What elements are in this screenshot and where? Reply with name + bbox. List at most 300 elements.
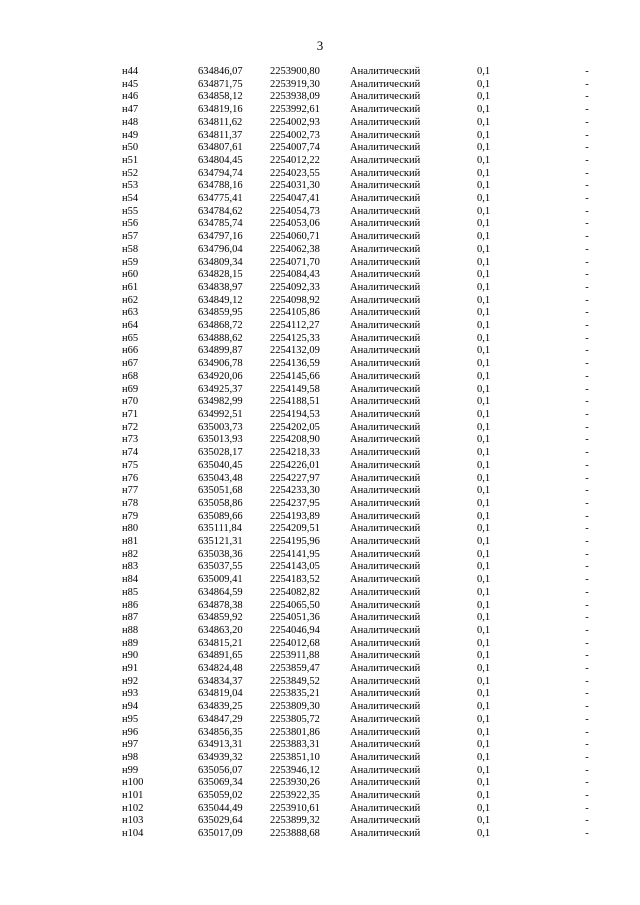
accuracy-cell: 0,1 (477, 713, 491, 725)
note-cell: - (585, 675, 589, 687)
point-label-cell: н101 (122, 790, 144, 802)
note-cell: - (585, 281, 589, 293)
point-label-cell: н89 (122, 637, 139, 649)
accuracy-cell: 0,1 (477, 701, 491, 713)
coord-y-cell: 2254002,73 (270, 129, 320, 141)
table-row (110, 600, 602, 613)
accuracy-cell: 0,1 (477, 205, 491, 217)
accuracy-cell: 0,1 (477, 447, 491, 459)
table-row (110, 587, 602, 600)
table-row (110, 130, 602, 143)
accuracy-cell: 0,1 (477, 78, 491, 90)
accuracy-cell: 0,1 (477, 370, 491, 382)
table-row (110, 790, 602, 803)
point-label-cell: н76 (122, 472, 139, 484)
method-cell: Аналитический (350, 434, 421, 446)
coord-x-cell: 634878,38 (198, 599, 243, 611)
method-cell: Аналитический (350, 345, 421, 357)
coord-y-cell: 2253938,09 (270, 91, 320, 103)
note-cell: - (585, 154, 589, 166)
coord-y-cell: 2254227,97 (270, 472, 320, 484)
coord-y-cell: 2253899,32 (270, 815, 320, 827)
method-cell: Аналитический (350, 726, 421, 738)
accuracy-cell: 0,1 (477, 751, 491, 763)
point-label-cell: н57 (122, 231, 139, 243)
accuracy-cell: 0,1 (477, 358, 491, 370)
coord-y-cell: 2254046,94 (270, 624, 320, 636)
note-cell: - (585, 142, 589, 154)
point-label-cell: н70 (122, 396, 139, 408)
method-cell: Аналитический (350, 421, 421, 433)
coord-y-cell: 2254031,30 (270, 180, 320, 192)
point-label-cell: н58 (122, 243, 139, 255)
point-label-cell: н98 (122, 751, 139, 763)
method-cell: Аналитический (350, 790, 421, 802)
note-cell: - (585, 320, 589, 332)
table-row (110, 193, 602, 206)
coord-x-cell: 634839,25 (198, 701, 243, 713)
note-cell: - (585, 294, 589, 306)
coord-x-cell: 635038,36 (198, 548, 243, 560)
point-label-cell: н82 (122, 548, 139, 560)
coord-x-cell: 634819,04 (198, 688, 243, 700)
coord-y-cell: 2254054,73 (270, 205, 320, 217)
accuracy-cell: 0,1 (477, 612, 491, 624)
method-cell: Аналитический (350, 408, 421, 420)
point-label-cell: н60 (122, 269, 139, 281)
point-label-cell: н50 (122, 142, 139, 154)
point-label-cell: н74 (122, 447, 139, 459)
accuracy-cell: 0,1 (477, 688, 491, 700)
coord-x-cell: 635111,84 (198, 523, 242, 535)
point-label-cell: н96 (122, 726, 139, 738)
point-label-cell: н75 (122, 459, 139, 471)
method-cell: Аналитический (350, 561, 421, 573)
method-cell: Аналитический (350, 802, 421, 814)
coord-x-cell: 634784,62 (198, 205, 243, 217)
coord-y-cell: 2253801,86 (270, 726, 320, 738)
coord-y-cell: 2253851,10 (270, 751, 320, 763)
note-cell: - (585, 802, 589, 814)
table-row (110, 307, 602, 320)
accuracy-cell: 0,1 (477, 345, 491, 357)
method-cell: Аналитический (350, 497, 421, 509)
coord-x-cell: 635069,34 (198, 777, 243, 789)
coord-x-cell: 634906,78 (198, 358, 243, 370)
table-row (110, 396, 602, 409)
table-row (110, 218, 602, 231)
accuracy-cell: 0,1 (477, 408, 491, 420)
coord-y-cell: 2254047,41 (270, 193, 320, 205)
note-cell: - (585, 548, 589, 560)
table-row (110, 358, 602, 371)
coord-x-cell: 634828,15 (198, 269, 243, 281)
note-cell: - (585, 688, 589, 700)
table-row (110, 612, 602, 625)
accuracy-cell: 0,1 (477, 497, 491, 509)
table-row (110, 460, 602, 473)
coord-y-cell: 2254092,33 (270, 281, 320, 293)
table-row (110, 91, 602, 104)
point-label-cell: н53 (122, 180, 139, 192)
point-label-cell: н83 (122, 561, 139, 573)
point-label-cell: н73 (122, 434, 139, 446)
table-row (110, 473, 602, 486)
accuracy-cell: 0,1 (477, 574, 491, 586)
coord-y-cell: 2254193,89 (270, 510, 320, 522)
note-cell: - (585, 104, 589, 116)
table-row (110, 79, 602, 92)
coord-y-cell: 2253910,61 (270, 802, 320, 814)
accuracy-cell: 0,1 (477, 180, 491, 192)
coord-y-cell: 2253900,80 (270, 66, 320, 77)
method-cell: Аналитический (350, 510, 421, 522)
coord-x-cell: 635003,73 (198, 421, 243, 433)
table-row (110, 625, 602, 638)
note-cell: - (585, 713, 589, 725)
point-label-cell: н87 (122, 612, 139, 624)
note-cell: - (585, 269, 589, 281)
table-row (110, 803, 602, 816)
point-label-cell: н64 (122, 320, 139, 332)
coord-x-cell: 635043,48 (198, 472, 243, 484)
note-cell: - (585, 574, 589, 586)
accuracy-cell: 0,1 (477, 269, 491, 281)
coord-x-cell: 634797,16 (198, 231, 243, 243)
note-cell: - (585, 370, 589, 382)
point-label-cell: н66 (122, 345, 139, 357)
coord-y-cell: 2253859,47 (270, 663, 320, 675)
note-cell: - (585, 497, 589, 509)
coord-x-cell: 634858,12 (198, 91, 243, 103)
coord-x-cell: 634788,16 (198, 180, 243, 192)
method-cell: Аналитический (350, 231, 421, 243)
point-label-cell: н97 (122, 739, 139, 751)
note-cell: - (585, 510, 589, 522)
table-row (110, 549, 602, 562)
method-cell: Аналитический (350, 637, 421, 649)
accuracy-cell: 0,1 (477, 91, 491, 103)
point-label-cell: н47 (122, 104, 139, 116)
method-cell: Аналитический (350, 243, 421, 255)
table-row (110, 155, 602, 168)
table-row (110, 777, 602, 790)
accuracy-cell: 0,1 (477, 675, 491, 687)
table-row (110, 282, 602, 295)
accuracy-cell: 0,1 (477, 764, 491, 776)
point-label-cell: н71 (122, 408, 139, 420)
coord-x-cell: 634864,59 (198, 586, 243, 598)
coord-y-cell: 2254209,51 (270, 523, 320, 535)
coord-x-cell: 635059,02 (198, 790, 243, 802)
method-cell: Аналитический (350, 218, 421, 230)
note-cell: - (585, 663, 589, 675)
method-cell: Аналитический (350, 116, 421, 128)
point-label-cell: н68 (122, 370, 139, 382)
point-label-cell: н52 (122, 167, 139, 179)
accuracy-cell: 0,1 (477, 815, 491, 827)
accuracy-cell: 0,1 (477, 802, 491, 814)
point-label-cell: н94 (122, 701, 139, 713)
note-cell: - (585, 66, 589, 77)
table-row (110, 739, 602, 752)
method-cell: Аналитический (350, 269, 421, 281)
coord-x-cell: 634847,29 (198, 713, 243, 725)
table-row (110, 574, 602, 587)
coord-y-cell: 2254194,53 (270, 408, 320, 420)
note-cell: - (585, 561, 589, 573)
method-cell: Аналитический (350, 624, 421, 636)
accuracy-cell: 0,1 (477, 586, 491, 598)
note-cell: - (585, 751, 589, 763)
note-cell: - (585, 828, 589, 840)
coord-y-cell: 2253809,30 (270, 701, 320, 713)
accuracy-cell: 0,1 (477, 650, 491, 662)
coord-y-cell: 2254002,93 (270, 116, 320, 128)
coord-y-cell: 2254143,05 (270, 561, 320, 573)
coord-x-cell: 634815,21 (198, 637, 243, 649)
note-cell: - (585, 129, 589, 141)
coord-x-cell: 634775,41 (198, 193, 243, 205)
point-label-cell: н51 (122, 154, 139, 166)
coord-y-cell: 2254145,66 (270, 370, 320, 382)
point-label-cell: н95 (122, 713, 139, 725)
point-label-cell: н81 (122, 536, 139, 548)
accuracy-cell: 0,1 (477, 663, 491, 675)
coord-y-cell: 2254233,30 (270, 485, 320, 497)
point-label-cell: н102 (122, 802, 144, 814)
coord-x-cell: 634891,65 (198, 650, 243, 662)
accuracy-cell: 0,1 (477, 129, 491, 141)
coord-x-cell: 634871,75 (198, 78, 243, 90)
accuracy-cell: 0,1 (477, 472, 491, 484)
coord-x-cell: 634819,16 (198, 104, 243, 116)
table-row (110, 650, 602, 663)
accuracy-cell: 0,1 (477, 421, 491, 433)
coord-y-cell: 2254202,05 (270, 421, 320, 433)
method-cell: Аналитический (350, 307, 421, 319)
note-cell: - (585, 459, 589, 471)
method-cell: Аналитический (350, 154, 421, 166)
table-row (110, 333, 602, 346)
coord-y-cell: 2254084,43 (270, 269, 320, 281)
coord-x-cell: 635040,45 (198, 459, 243, 471)
coord-x-cell: 634846,07 (198, 66, 243, 77)
coord-x-cell: 634804,45 (198, 154, 243, 166)
method-cell: Аналитический (350, 574, 421, 586)
point-label-cell: н45 (122, 78, 139, 90)
table-row (110, 434, 602, 447)
accuracy-cell: 0,1 (477, 218, 491, 230)
table-row (110, 561, 602, 574)
method-cell: Аналитический (350, 828, 421, 840)
note-cell: - (585, 231, 589, 243)
point-label-cell: н93 (122, 688, 139, 700)
table-row (110, 828, 602, 841)
table-row (110, 295, 602, 308)
method-cell: Аналитический (350, 612, 421, 624)
method-cell: Аналитический (350, 548, 421, 560)
method-cell: Аналитический (350, 167, 421, 179)
table-row (110, 180, 602, 193)
coord-x-cell: 634809,34 (198, 256, 243, 268)
method-cell: Аналитический (350, 294, 421, 306)
accuracy-cell: 0,1 (477, 510, 491, 522)
note-cell: - (585, 421, 589, 433)
coord-y-cell: 2253835,21 (270, 688, 320, 700)
method-cell: Аналитический (350, 713, 421, 725)
coord-x-cell: 635089,66 (198, 510, 243, 522)
coord-y-cell: 2254125,33 (270, 332, 320, 344)
point-label-cell: н86 (122, 599, 139, 611)
coord-x-cell: 634913,31 (198, 739, 243, 751)
point-label-cell: н55 (122, 205, 139, 217)
coord-x-cell: 634834,37 (198, 675, 243, 687)
table-row (110, 714, 602, 727)
method-cell: Аналитический (350, 459, 421, 471)
point-label-cell: н88 (122, 624, 139, 636)
accuracy-cell: 0,1 (477, 624, 491, 636)
coord-x-cell: 634939,32 (198, 751, 243, 763)
accuracy-cell: 0,1 (477, 561, 491, 573)
accuracy-cell: 0,1 (477, 231, 491, 243)
method-cell: Аналитический (350, 370, 421, 382)
accuracy-cell: 0,1 (477, 256, 491, 268)
point-label-cell: н65 (122, 332, 139, 344)
method-cell: Аналитический (350, 599, 421, 611)
point-label-cell: н92 (122, 675, 139, 687)
point-label-cell: н67 (122, 358, 139, 370)
coord-y-cell: 2254141,95 (270, 548, 320, 560)
method-cell: Аналитический (350, 815, 421, 827)
accuracy-cell: 0,1 (477, 396, 491, 408)
note-cell: - (585, 180, 589, 192)
table-row (110, 765, 602, 778)
table-row (110, 409, 602, 422)
accuracy-cell: 0,1 (477, 459, 491, 471)
point-label-cell: н91 (122, 663, 139, 675)
point-label-cell: н59 (122, 256, 139, 268)
coord-x-cell: 634859,95 (198, 307, 243, 319)
table-row (110, 498, 602, 511)
method-cell: Аналитический (350, 180, 421, 192)
coord-y-cell: 2253883,31 (270, 739, 320, 751)
table-row (110, 676, 602, 689)
method-cell: Аналитический (350, 142, 421, 154)
coord-y-cell: 2254112,27 (270, 320, 320, 332)
table-row (110, 727, 602, 740)
note-cell: - (585, 523, 589, 535)
coord-x-cell: 635056,07 (198, 764, 243, 776)
coord-y-cell: 2253922,35 (270, 790, 320, 802)
coord-x-cell: 635037,55 (198, 561, 243, 573)
page-number: 3 (316, 38, 324, 53)
note-cell: - (585, 485, 589, 497)
table-row (110, 485, 602, 498)
coord-x-cell: 634925,37 (198, 383, 243, 395)
table-row (110, 511, 602, 524)
point-label-cell: н54 (122, 193, 139, 205)
method-cell: Аналитический (350, 586, 421, 598)
note-cell: - (585, 205, 589, 217)
accuracy-cell: 0,1 (477, 142, 491, 154)
table-row (110, 66, 602, 79)
coord-y-cell: 2254208,90 (270, 434, 320, 446)
method-cell: Аналитический (350, 688, 421, 700)
table-row (110, 117, 602, 130)
accuracy-cell: 0,1 (477, 243, 491, 255)
point-label-cell: н100 (122, 777, 144, 789)
coord-x-cell: 635121,31 (198, 536, 243, 548)
method-cell: Аналитический (350, 66, 421, 77)
note-cell: - (585, 332, 589, 344)
table-row (110, 384, 602, 397)
coord-x-cell: 634859,92 (198, 612, 243, 624)
accuracy-cell: 0,1 (477, 66, 491, 77)
point-label-cell: н78 (122, 497, 139, 509)
method-cell: Аналитический (350, 650, 421, 662)
method-cell: Аналитический (350, 129, 421, 141)
note-cell: - (585, 167, 589, 179)
coord-x-cell: 634868,72 (198, 320, 243, 332)
point-label-cell: н79 (122, 510, 139, 522)
coord-x-cell: 634807,61 (198, 142, 243, 154)
note-cell: - (585, 358, 589, 370)
accuracy-cell: 0,1 (477, 777, 491, 789)
coord-y-cell: 2253992,61 (270, 104, 320, 116)
method-cell: Аналитический (350, 663, 421, 675)
point-label-cell: н72 (122, 421, 139, 433)
coord-y-cell: 2254149,58 (270, 383, 320, 395)
point-label-cell: н80 (122, 523, 139, 535)
table-row (110, 638, 602, 651)
coord-x-cell: 634824,48 (198, 663, 243, 675)
coord-x-cell: 635058,86 (198, 497, 243, 509)
method-cell: Аналитический (350, 205, 421, 217)
note-cell: - (585, 739, 589, 751)
coord-y-cell: 2254183,52 (270, 574, 320, 586)
coord-y-cell: 2254082,82 (270, 586, 320, 598)
table-row (110, 168, 602, 181)
accuracy-cell: 0,1 (477, 739, 491, 751)
point-label-cell: н69 (122, 383, 139, 395)
note-cell: - (585, 586, 589, 598)
method-cell: Аналитический (350, 701, 421, 713)
coord-y-cell: 2254012,22 (270, 154, 320, 166)
table-row (110, 345, 602, 358)
coord-y-cell: 2254132,09 (270, 345, 320, 357)
note-cell: - (585, 256, 589, 268)
coord-y-cell: 2253919,30 (270, 78, 320, 90)
coord-y-cell: 2253946,12 (270, 764, 320, 776)
accuracy-cell: 0,1 (477, 548, 491, 560)
coord-x-cell: 634856,35 (198, 726, 243, 738)
method-cell: Аналитический (350, 256, 421, 268)
coord-y-cell: 2253888,68 (270, 828, 320, 840)
coord-y-cell: 2254051,36 (270, 612, 320, 624)
point-label-cell: н99 (122, 764, 139, 776)
coord-y-cell: 2254188,51 (270, 396, 320, 408)
point-label-cell: н90 (122, 650, 139, 662)
method-cell: Аналитический (350, 320, 421, 332)
point-label-cell: н62 (122, 294, 139, 306)
point-label-cell: н77 (122, 485, 139, 497)
coord-y-cell: 2253805,72 (270, 713, 320, 725)
coord-x-cell: 635009,41 (198, 574, 243, 586)
coord-y-cell: 2254060,71 (270, 231, 320, 243)
table-row (110, 523, 602, 536)
table-row (110, 688, 602, 701)
